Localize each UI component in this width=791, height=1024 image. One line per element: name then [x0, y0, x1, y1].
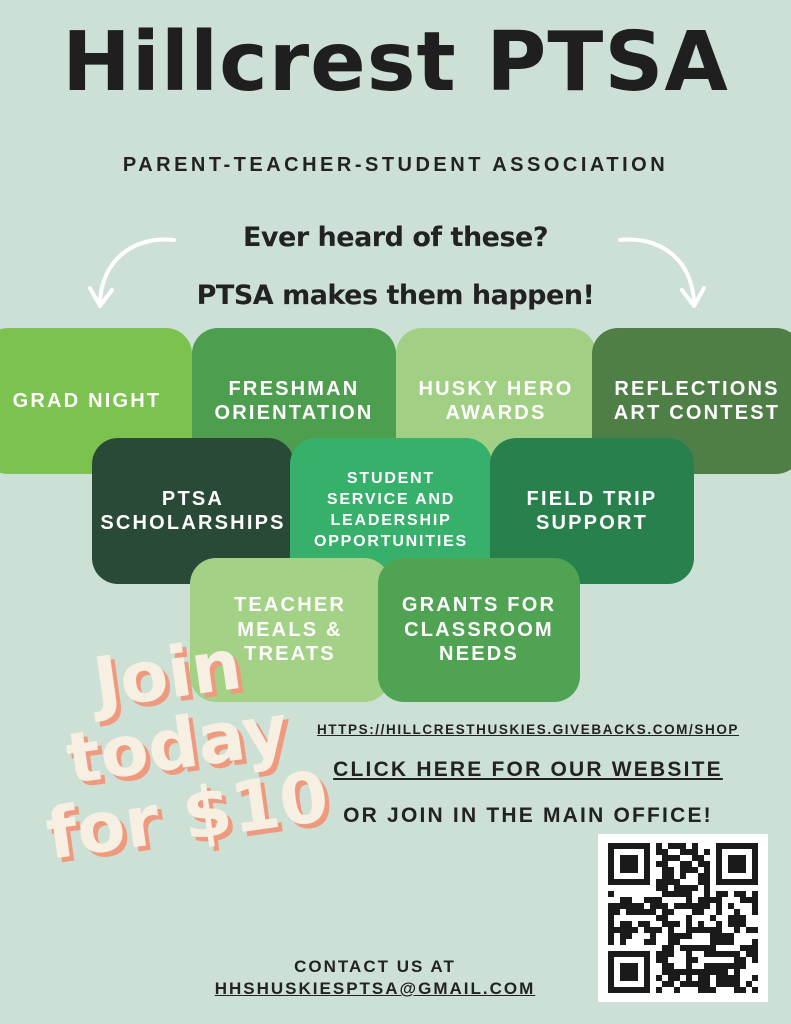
program-freshman-orientation: FRESHMAN ORIENTATION: [192, 328, 396, 474]
intro-question: Ever heard of these?: [242, 222, 549, 253]
contact-label: CONTACT US AT: [294, 957, 456, 976]
program-ptsa-scholarships: PTSA SCHOLARSHIPS: [92, 438, 294, 584]
program-field-trip-support: FIELD TRIP SUPPORT: [490, 438, 694, 584]
program-teacher-meals-treats: TEACHER MEALS & TREATS: [190, 558, 390, 702]
qr-code-image: [598, 834, 768, 1002]
page-title: Hillcrest PTSA: [62, 15, 729, 110]
program-grants-classroom-needs: GRANTS FOR CLASSROOM NEEDS: [378, 558, 580, 702]
curved-arrow-left-icon: [82, 228, 182, 320]
qr-code[interactable]: [598, 834, 768, 1002]
join-promo: Join today for $10: [41, 622, 334, 876]
program-student-service-leadership: STUDENT SERVICE AND LEADERSHIP OPPORTUNITIES: [290, 438, 492, 584]
website-link[interactable]: CLICK HERE FOR OUR WEBSITE: [333, 758, 723, 781]
program-husky-hero-awards: HUSKY HERO AWARDS: [396, 328, 596, 474]
contact-email-link[interactable]: HHSHUSKIESPTSA@GMAIL.COM: [214, 979, 536, 999]
contact-block: [160, 956, 590, 1000]
join-office-text: OR JOIN IN THE MAIN OFFICE!: [343, 804, 713, 827]
shop-link[interactable]: HTTPS://HILLCRESTHUSKIES.GIVEBACKS.COM/SHOP: [316, 722, 740, 737]
program-reflections-art-contest: REFLECTIONS ART CONTEST: [592, 328, 791, 474]
page-subtitle: PARENT-TEACHER-STUDENT ASSOCIATION: [122, 154, 669, 176]
intro-statement: PTSA makes them happen!: [196, 280, 595, 311]
curved-arrow-right-icon: [612, 228, 712, 320]
program-grad-night: GRAD NIGHT: [0, 328, 192, 474]
